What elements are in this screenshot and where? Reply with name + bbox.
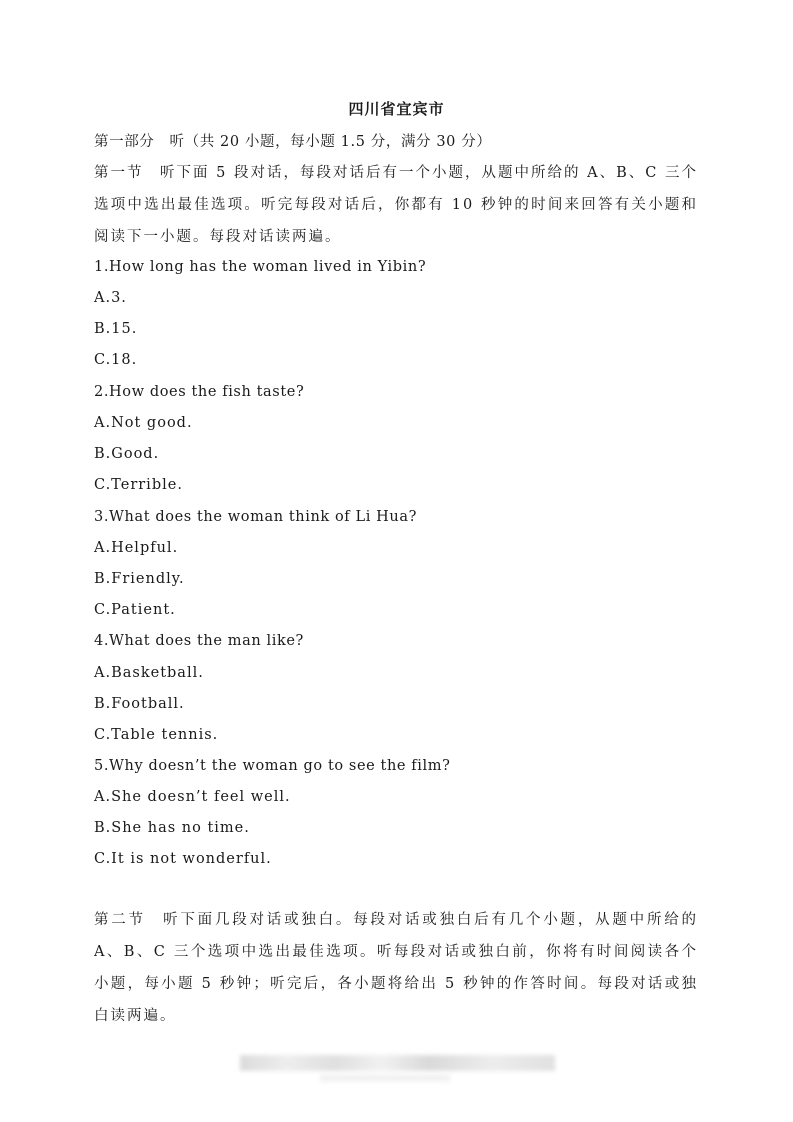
question-stem: 5.Why doesn’t the woman go to see the film? [94, 758, 451, 774]
answer-option: B.Football. [94, 696, 185, 712]
answer-option: B.Friendly. [94, 571, 185, 587]
part-heading: 第一部分 听（共 20 小题，每小题 1.5 分，满分 30 分） [94, 134, 492, 150]
answer-option: A.Basketball. [94, 665, 204, 681]
question-stem: 4.What does the man like? [94, 633, 304, 649]
question-stem: 1.How long has the woman lived in Yibin? [94, 259, 427, 275]
page-title: 四川省宜宾市 [348, 100, 445, 118]
section2-instructions: 第二节 听下面几段对话或独白。每段对话或独白后有几个小题，从题中所给的 A、B、C 三个选项中选出最佳选项。听每段对话或独白前，你将有时间阅读各个小题，每小题 5 秒钟；听完后，各小题将给出 5 秒钟的作答时间。每段对话或独白读两遍。 [94, 912, 698, 1024]
answer-option: A.3. [94, 290, 127, 306]
question-stem: 3.What does the woman think of Li Hua? [94, 509, 417, 525]
answer-option: A.Helpful. [94, 540, 179, 556]
answer-option: B.Good. [94, 446, 160, 462]
answer-option: C.Terrible. [94, 477, 183, 493]
answer-option: A.Not good. [94, 415, 193, 431]
section1-instructions: 第一节 听下面 5 段对话，每段对话后有一个小题，从题中所给的 A、B、C 三个选项中选出最佳选项。听完每段对话后，你都有 10 秒钟的时间来回答有关小题和阅读下一小题。每段对话读两遍。 [94, 165, 698, 245]
answer-option: C.Table tennis. [94, 727, 219, 743]
answer-option: B.She has no time. [94, 820, 250, 836]
answer-option: C.18. [94, 352, 138, 368]
question-stem: 2.How does the fish taste? [94, 384, 305, 400]
blurred-watermark [240, 1055, 555, 1071]
answer-option: B.15. [94, 321, 138, 337]
answer-option: A.She doesn’t feel well. [94, 789, 291, 805]
answer-option: C.It is not wonderful. [94, 851, 272, 867]
blurred-watermark-sub [320, 1074, 450, 1082]
answer-option: C.Patient. [94, 602, 176, 618]
